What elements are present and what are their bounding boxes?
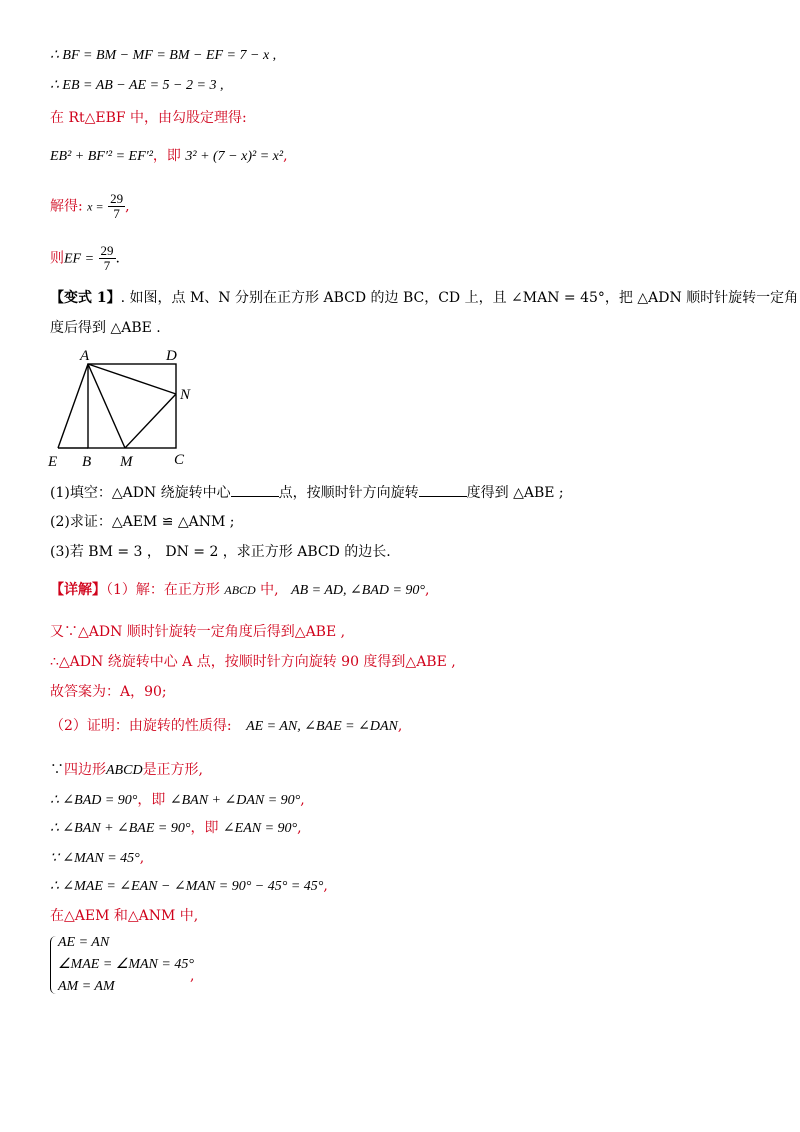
sol1-abcd: ABCD [224, 583, 256, 597]
q1-part-a: (1)填空：△ADN 绕旋转中心 [50, 485, 231, 501]
sol5-eq: AE = AN, ∠BAE = ∠DAN [246, 719, 398, 734]
eq-left: EB² + BF′² = EF′² [50, 149, 153, 164]
square-figure [40, 342, 210, 472]
q1-blank-2 [419, 482, 467, 497]
step-bf: ∴ BF = BM − MF = BM − EF = 7 − x , [50, 48, 277, 63]
sol5-comma: , [397, 718, 403, 734]
sol6-text: 四边形 [64, 762, 106, 778]
q1-part-b: 点，按顺时针方向旋转 [278, 485, 419, 501]
sol7-comma: , [300, 792, 305, 808]
q1-blank-1 [231, 482, 279, 497]
step-solve [50, 192, 130, 221]
eq-comma: , [283, 148, 288, 164]
eq-ie: ，即 [152, 148, 181, 164]
sol7-a: ∴ ∠BAD = 90° [50, 793, 138, 808]
segment-ae [58, 364, 88, 448]
sol6-end: 是正方形, [142, 762, 204, 778]
variant-tag: 【变式 1】 [50, 290, 121, 306]
solution-tag: 【详解】 [50, 582, 106, 598]
q1-part-c: 度得到 △ABE ; [466, 485, 564, 501]
solve-fraction [108, 192, 125, 221]
question-1 [50, 482, 564, 503]
sol9-comma: , [139, 850, 145, 866]
sol1-zhong: 中, [260, 582, 279, 598]
label-b: B [82, 454, 92, 470]
label-d: D [166, 348, 177, 364]
label-m: M [120, 454, 133, 470]
sol7-ie: ，即 [137, 792, 166, 808]
variant-text: . 如图，点 M、N 分别在正方形 ABCD 的边 BC，CD 上，且 ∠MAN = 45°，把 △ADN 顺时针旋转一定角 [120, 290, 799, 306]
sol10-a: ∴ ∠MAE = ∠EAN − ∠MAN = 90° − 45° = 45° [50, 879, 324, 894]
solution-7 [50, 790, 305, 811]
sol1-text: （1）解：在正方形 [106, 582, 220, 598]
sol8-c: ∠EAN = 90° [222, 821, 298, 836]
sol8-a: ∴ ∠BAN + ∠BAE = 90° [50, 821, 191, 836]
sol6-because: ∵ [50, 762, 64, 778]
segment-an [88, 364, 176, 394]
solution-9 [50, 848, 144, 869]
sol1-comma: , [425, 582, 430, 598]
system-row-2: ∠MAE = ∠MAN = 45° [58, 957, 194, 972]
solution-6 [50, 760, 203, 781]
step-equation [50, 146, 288, 167]
label-a: A [80, 348, 90, 364]
variant-text-2: 度后得到 △ABE . [50, 320, 161, 336]
sol6-abcd: ABCD [106, 763, 143, 778]
step-pythagoras: 在 Rt△EBF 中，由勾股定理得: [50, 110, 247, 126]
solution-1 [50, 580, 429, 601]
ef-label: 则 [50, 250, 64, 267]
sol9-a: ∵ ∠MAN = 45° [50, 851, 140, 866]
sol5-text: （2）证明：由旋转的性质得: [50, 718, 232, 734]
ef-fraction [99, 244, 116, 273]
sol8-ie: ，即 [190, 820, 219, 836]
eq-right: 3² + (7 − x)² = x² [185, 149, 284, 164]
question-3: (3)若 BM = 3 ， DN = 2 ，求正方形 ABCD 的边长. [50, 544, 391, 560]
solve-comma: , [125, 198, 130, 215]
system-row-1: AE = AN [58, 935, 110, 950]
step-eb: ∴ EB = AB − AE = 5 − 2 = 3 , [50, 78, 224, 93]
solve-den: 7 [113, 206, 120, 221]
segment-mn [125, 394, 176, 448]
sol7-c: ∠BAN + ∠DAN = 90° [169, 793, 301, 808]
solution-3: ∴△ADN 绕旋转中心 A 点，按顺时针方向旋转 90 度得到△ABE , [50, 654, 456, 670]
solution-11: 在△AEM 和△ANM 中, [50, 908, 199, 924]
equation-system [50, 932, 194, 998]
ef-period: . [115, 250, 120, 267]
solve-x: x = [87, 199, 104, 214]
solution-10 [50, 876, 328, 897]
label-e: E [48, 454, 58, 470]
solution-4: 故答案为：A，90; [50, 684, 167, 700]
sol1-eq: AB = AD, ∠BAD = 90° [291, 583, 426, 598]
system-row-3: AM = AM [58, 979, 115, 994]
square-abcd [88, 364, 176, 448]
solution-2: 又∵△ADN 顺时针旋转一定角度后得到△ABE , [50, 624, 346, 640]
sol8-comma: , [297, 820, 302, 836]
segment-am [88, 364, 125, 448]
solve-label: 解得: [50, 198, 83, 215]
ef-num: 29 [100, 243, 114, 258]
ef-den: 7 [103, 258, 111, 273]
ef-lhs: EF = [64, 251, 95, 267]
question-2: (2)求证：△AEM ≌ △ANM ; [50, 514, 235, 530]
step-ef [50, 244, 120, 273]
variant-heading [50, 288, 798, 308]
sol10-comma: , [323, 878, 328, 894]
solution-5 [50, 716, 402, 737]
solution-8 [50, 818, 302, 839]
solve-num: 29 [110, 191, 124, 206]
system-comma: , [190, 968, 195, 984]
label-n: N [180, 387, 191, 403]
label-c: C [174, 452, 185, 468]
